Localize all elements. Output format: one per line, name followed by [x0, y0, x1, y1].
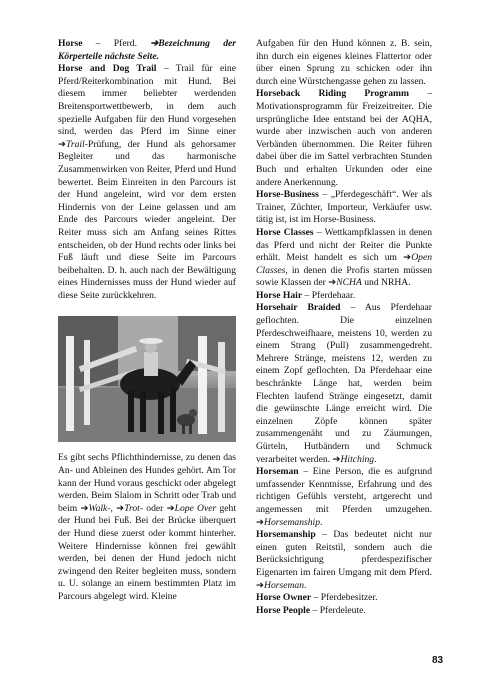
arrow-icon: ➔	[80, 502, 89, 514]
entry-horsemanship	[256, 529, 432, 592]
entry-text: – Pferd.	[82, 38, 151, 49]
entry-horse-business	[256, 189, 432, 227]
entry-text: .	[320, 516, 323, 528]
entry-horsehair-braided	[256, 302, 432, 466]
entry-text: , in denen die Profis starten müssen sowie Klassen der	[256, 264, 432, 289]
entry-horse-people	[256, 605, 432, 618]
arrow-icon: ➔	[166, 502, 175, 514]
entry-text: Es gibt sechs Pflichthindernisse, zu denen das An- und Ableinen des Hundes gehört. Am Tor kann der Hund voraus geschickt oder abgelegt werden. Beim Slalom in Schritt oder Trab und beim	[58, 452, 236, 514]
entry-text: – Eine Person, die es aufgrund umfassender Kenntnisse, Erfahrung und des richtigen Gefühls versteht, artgerecht und angemessen mit Pferden umzugehen.	[256, 466, 432, 515]
cross-reference: Bezeichnung der Körperteile nächste Seite.	[58, 38, 237, 62]
cross-reference: Walk-	[88, 502, 111, 514]
entry-horseman	[256, 466, 432, 529]
entry-text: und NRHA.	[361, 277, 411, 289]
entry-text: .	[374, 453, 377, 465]
arrow-icon: ➔	[58, 138, 67, 150]
arrow-icon: ➔	[116, 502, 125, 514]
entry-text: – Pferdehaar.	[302, 289, 356, 301]
page-number: 83	[432, 655, 444, 666]
entry-horse-hair	[256, 290, 432, 303]
entry-term: Horse People	[256, 604, 311, 616]
entry-term: Horsehair Braided	[256, 302, 341, 314]
entry-horse-classes	[256, 227, 432, 290]
cross-reference: Horsemanship	[264, 516, 321, 528]
entry-term: Horse-Business	[256, 189, 319, 201]
cross-reference: Lope Over	[174, 502, 217, 514]
entry-horse-owner	[256, 592, 432, 605]
entry-text: Aufgaben für den Hund können z. B. sein, ihn durch ein eigenes kleines Flattertor oder über einen Sprung zu schicken oder ihn durch eine Würstchengasse gehen zu lassen.	[256, 38, 432, 87]
entry-text: – Das bedeutet nicht nur einen guten Reitstil, sondern auch die Berücksichtigung pferdespezifischer Eigenarten im fairen Umgang mit dem Pferd.	[256, 529, 432, 578]
paragraph-continued	[256, 38, 432, 88]
entry-term: Horse Owner	[256, 592, 312, 604]
entry-text: – Wettkampfklassen in denen das Pferd und nicht der Reiter die Punkte erhält. Meist handelt es sich um	[256, 226, 432, 264]
photo-illustration	[58, 316, 236, 442]
arrow-icon: ➔	[150, 38, 159, 49]
entry-text: ,	[110, 502, 117, 514]
entry-term: Horse	[58, 38, 83, 49]
cross-reference: Hitching	[340, 453, 375, 465]
cross-reference: Horseman	[264, 579, 305, 591]
entry-term: Horsemanship	[256, 529, 316, 541]
entry-text: – Aus Pferdehaar geflochten. Die einzelnen Pferdeschweifhaare, meistens 10, werden zu einem Strang (Pull) zusammengedreht. Mehrere Stränge, meistens 12, werden zu einem Zopf geflochten. Da Pferdehaar eine beschränkte Länge hat, werden beim Flechten laufend Stränge eingesetzt, damit die gewünschte Länge erreicht wird. Die einzelnen Zöpfe können später zusammengenäht und zu Zäumungen, Gürteln, Hutbändern und Schmuck verarbeitet werden.	[256, 302, 432, 465]
entry-horse-and-dog-trail	[58, 63, 236, 302]
entry-term: Horse Hair	[256, 289, 303, 301]
entry-term: Horse Classes	[256, 226, 314, 238]
cross-reference: Open Classes	[256, 252, 432, 276]
entry-text: -Prüfung, der Hund als gehorsamer Begleiter und das harmonische Zusammenwirken von Reiter, Pferd und Hund bewertet. Beim Einreiten in den Parcours ist der Hund angeleint, wird vor dem ersten Hindernis von der Leine gelassen und am Ende des Parcours wieder angeleint. Der Reiter muss sich am Anfang seines Rittes entscheiden, ob der Hund rechts oder links bei Fuß läuft und diese Seite im Parcours beibehalten. D. h. auch nach der Bewältigung eines Hindernisses muss der Hund wieder auf diese Seite zurückkehren.	[58, 138, 236, 301]
arrow-icon: ➔	[256, 516, 265, 528]
entry-text: geht der Hund bei Fuß. Bei der Brücke überquert der Hund diese zuerst oder kommt hinterher. Weitere Hindernisse können frei gewählt werden, bei denen der Hund jedoch nicht zwingend den Reiter begleiten muss, sondern u. U. solange an einem bestimmten Platz im Parcours abgelegt wird. Kleine	[58, 502, 236, 602]
arrow-icon: ➔	[328, 277, 337, 289]
paragraph-obstacles	[58, 452, 236, 603]
entry-horseback-riding-programm	[256, 88, 432, 189]
entry-text: – Trail für eine Pferd/Reiterkombination mit Hund. Bei diesem immer beliebter werdenden Breitensportwettbewerb, in dem auch spezielle Aufgaben für den Hund vorgesehen sind, werden das Pferd im Sinne einer	[58, 63, 236, 138]
cross-reference: NCHA	[336, 277, 362, 289]
entry-term: Horseback Riding Programm	[256, 88, 409, 100]
right-column	[256, 38, 432, 617]
entry-term: Horse and Dog Trail	[58, 63, 157, 75]
entry-text: – Pferdebesitzer.	[311, 592, 378, 604]
entry-text: – „Pferdegeschäft“. Wer als Trainer, Züchter, Importeur, Verkäufer usw. tätig ist, ist im Horse-Business.	[256, 189, 432, 226]
entry-text: – Pferdeleute.	[310, 604, 366, 616]
arrow-icon: ➔	[403, 252, 412, 264]
entry-text: .	[304, 579, 307, 591]
left-column	[58, 38, 236, 604]
arrow-icon: ➔	[256, 579, 265, 591]
entry-text: oder	[143, 502, 167, 514]
entry-term: Horseman	[256, 466, 299, 478]
arrow-icon: ➔	[332, 453, 341, 465]
entry-text: – Motivationsprogramm für Freizeitreiter. Die ursprüngliche Idee entstand bei der AQHA, wurde aber inzwischen auch von anderen Verbänden übernommen. Die Reiter führen dabei über die im Sattel verbrachten Stunden Buch und erhalten Urkunden oder eine andere Anerkennung.	[256, 88, 432, 188]
entry-horse	[58, 38, 236, 63]
cross-reference: Trail	[66, 138, 85, 150]
horse-and-dog-trail-photo	[58, 316, 236, 442]
cross-reference: Trot-	[124, 502, 144, 514]
